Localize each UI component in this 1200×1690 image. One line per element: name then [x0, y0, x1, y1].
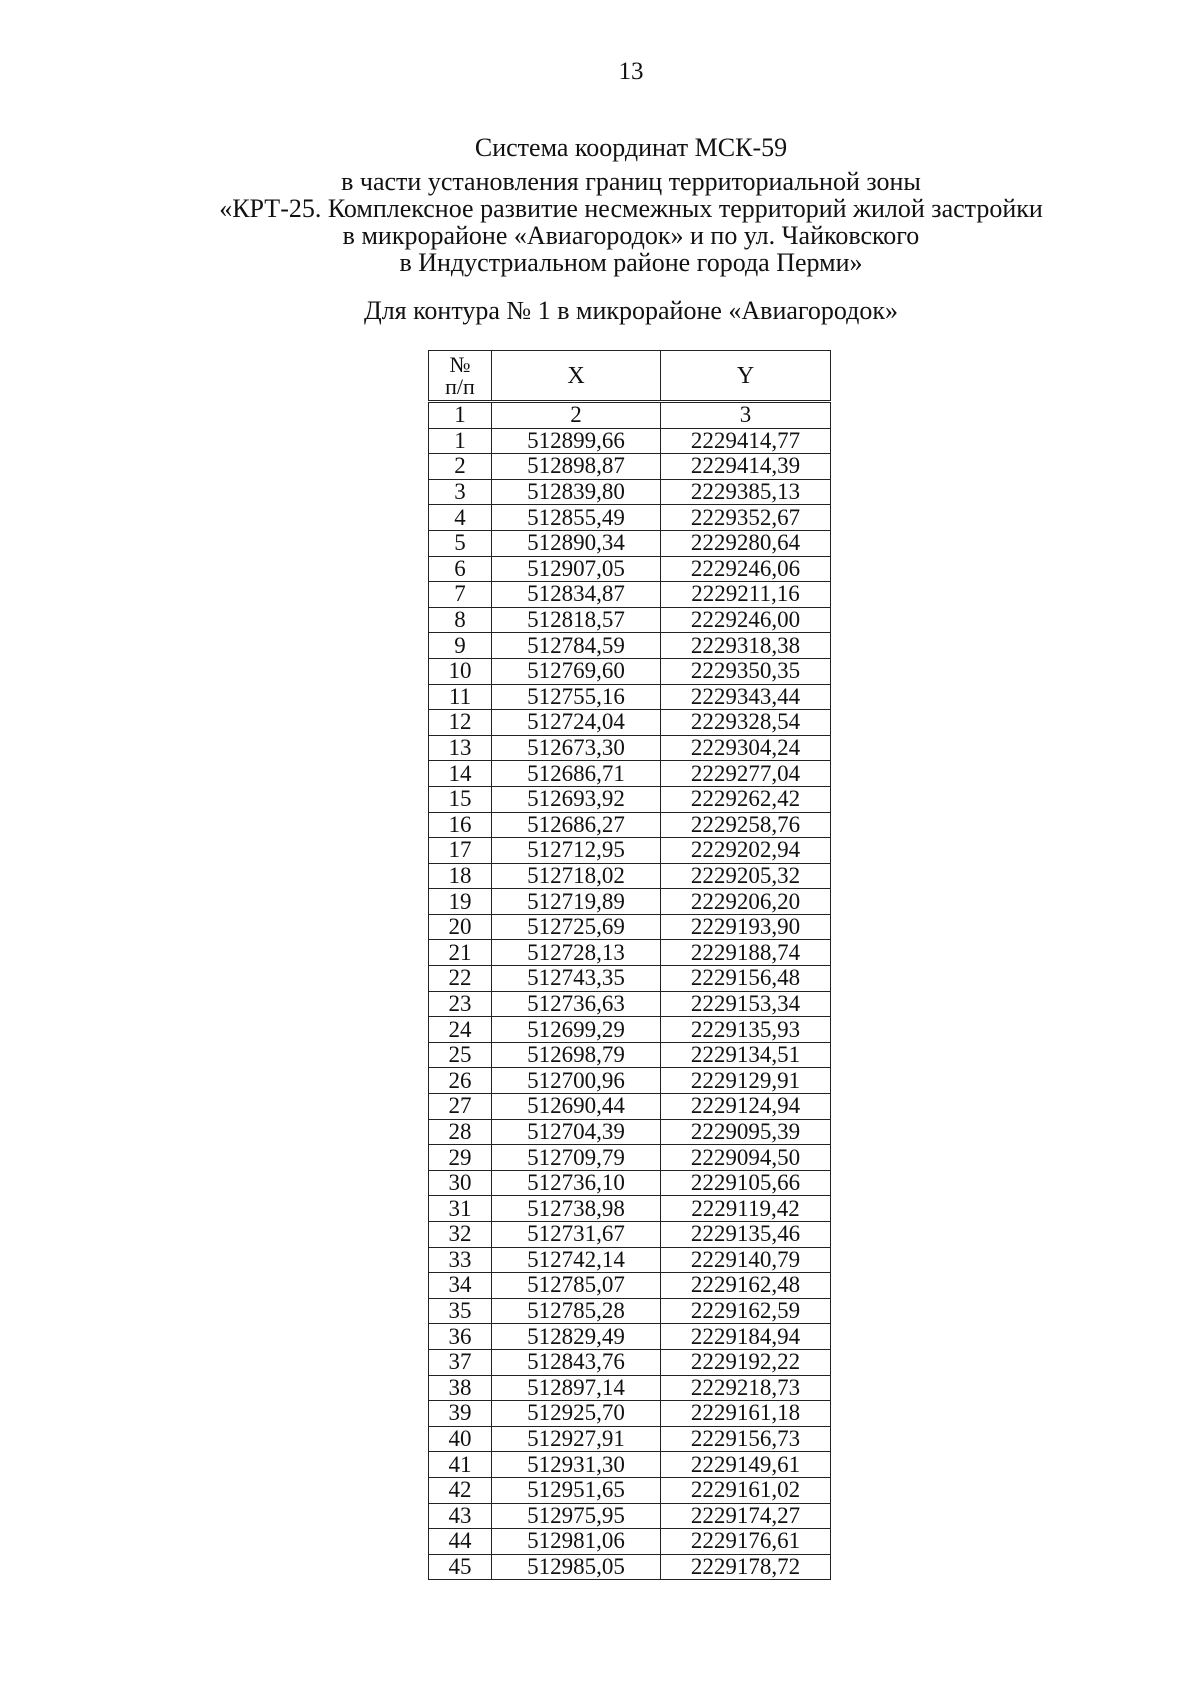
point-number-cell: 36 — [429, 1324, 492, 1350]
x-coordinate-cell: 512829,49 — [492, 1324, 661, 1350]
y-coordinate-cell: 2229414,77 — [661, 428, 831, 454]
table-row — [429, 812, 831, 838]
x-coordinate-cell: 512784,59 — [492, 633, 661, 659]
table-row — [429, 1017, 831, 1043]
table-row — [429, 1094, 831, 1120]
point-number-cell: 28 — [429, 1119, 492, 1145]
column-number-cell: 3 — [661, 402, 831, 429]
table-row — [429, 1170, 831, 1196]
y-coordinate-cell: 2229174,27 — [661, 1503, 831, 1529]
y-coordinate-cell: 2229206,20 — [661, 889, 831, 915]
y-coordinate-cell: 2229105,66 — [661, 1170, 831, 1196]
y-coordinate-cell: 2229280,64 — [661, 530, 831, 556]
x-coordinate-cell: 512673,30 — [492, 735, 661, 761]
y-coordinate-cell: 2229211,16 — [661, 582, 831, 608]
table-row — [429, 863, 831, 889]
x-coordinate-cell: 512785,28 — [492, 1298, 661, 1324]
x-coordinate-cell: 512981,06 — [492, 1529, 661, 1555]
x-coordinate-cell: 512899,66 — [492, 428, 661, 454]
x-coordinate-cell: 512693,92 — [492, 786, 661, 812]
table-row — [429, 454, 831, 480]
point-number-cell: 26 — [429, 1068, 492, 1094]
coordinates-table — [428, 350, 831, 1580]
y-coordinate-cell: 2229350,35 — [661, 658, 831, 684]
x-coordinate-cell: 512728,13 — [492, 940, 661, 966]
x-coordinate-cell: 512724,04 — [492, 710, 661, 736]
y-coordinate-cell: 2229134,51 — [661, 1042, 831, 1068]
table-row — [429, 1375, 831, 1401]
y-coordinate-cell: 2229414,39 — [661, 454, 831, 480]
y-coordinate-cell: 2229184,94 — [661, 1324, 831, 1350]
table-row — [429, 1222, 831, 1248]
y-coordinate-cell: 2229135,46 — [661, 1222, 831, 1248]
y-coordinate-cell: 2229328,54 — [661, 710, 831, 736]
y-coordinate-cell: 2229258,76 — [661, 812, 831, 838]
point-number-cell: 25 — [429, 1042, 492, 1068]
x-coordinate-cell: 512731,67 — [492, 1222, 661, 1248]
point-number-cell: 14 — [429, 761, 492, 787]
point-number-cell: 42 — [429, 1477, 492, 1503]
point-number-cell: 38 — [429, 1375, 492, 1401]
x-coordinate-cell: 512738,98 — [492, 1196, 661, 1222]
point-number-cell: 9 — [429, 633, 492, 659]
x-coordinate-cell: 512709,79 — [492, 1145, 661, 1171]
point-number-cell: 22 — [429, 966, 492, 992]
point-number-cell: 7 — [429, 582, 492, 608]
table-row — [429, 1196, 831, 1222]
table-row — [429, 1298, 831, 1324]
y-coordinate-cell: 2229140,79 — [661, 1247, 831, 1273]
point-number-cell: 5 — [429, 530, 492, 556]
point-number-cell: 15 — [429, 786, 492, 812]
x-coordinate-cell: 512698,79 — [492, 1042, 661, 1068]
table-row — [429, 1503, 831, 1529]
point-number-cell: 11 — [429, 684, 492, 710]
x-coordinate-cell: 512742,14 — [492, 1247, 661, 1273]
x-coordinate-cell: 512785,07 — [492, 1273, 661, 1299]
point-number-cell: 41 — [429, 1452, 492, 1478]
x-coordinate-cell: 512743,35 — [492, 966, 661, 992]
table-row — [429, 1349, 831, 1375]
subtitle-line: «КРТ-25. Комплексное развитие несмежных территорий жилой застройки — [219, 194, 1043, 223]
x-coordinate-cell: 512769,60 — [492, 658, 661, 684]
y-coordinate-cell: 2229124,94 — [661, 1094, 831, 1120]
table-row — [429, 684, 831, 710]
x-coordinate-cell: 512890,34 — [492, 530, 661, 556]
table-row — [429, 1145, 831, 1171]
header-y-cell: Y — [661, 351, 831, 402]
y-coordinate-cell: 2229218,73 — [661, 1375, 831, 1401]
table-row — [429, 735, 831, 761]
x-coordinate-cell: 512719,89 — [492, 889, 661, 915]
y-coordinate-cell: 2229095,39 — [661, 1119, 831, 1145]
table-row — [429, 479, 831, 505]
point-number-cell: 12 — [429, 710, 492, 736]
table-row — [429, 1247, 831, 1273]
y-coordinate-cell: 2229304,24 — [661, 735, 831, 761]
point-number-cell: 10 — [429, 658, 492, 684]
table-row — [429, 1529, 831, 1555]
y-coordinate-cell: 2229149,61 — [661, 1452, 831, 1478]
table-row — [429, 761, 831, 787]
table-row — [429, 1554, 831, 1580]
y-coordinate-cell: 2229246,00 — [661, 607, 831, 633]
point-number-cell: 17 — [429, 838, 492, 864]
y-coordinate-cell: 2229129,91 — [661, 1068, 831, 1094]
x-coordinate-cell: 512736,63 — [492, 991, 661, 1017]
table-row — [429, 1273, 831, 1299]
y-coordinate-cell: 2229153,34 — [661, 991, 831, 1017]
x-coordinate-cell: 512843,76 — [492, 1349, 661, 1375]
subtitle-line: в микрорайоне «Авиагородок» и по ул. Чайковского — [342, 221, 920, 250]
point-number-cell: 2 — [429, 454, 492, 480]
point-number-cell: 24 — [429, 1017, 492, 1043]
contour-title: Для контура № 1 в микрорайоне «Авиагородок» — [363, 296, 899, 325]
y-coordinate-cell: 2229119,42 — [661, 1196, 831, 1222]
point-number-cell: 44 — [429, 1529, 492, 1555]
table-row — [429, 607, 831, 633]
table-row — [429, 1068, 831, 1094]
point-number-cell: 29 — [429, 1145, 492, 1171]
point-number-cell: 32 — [429, 1222, 492, 1248]
x-coordinate-cell: 512985,05 — [492, 1554, 661, 1580]
table-row — [429, 1324, 831, 1350]
table-row — [429, 530, 831, 556]
point-number-cell: 4 — [429, 505, 492, 531]
table-row — [429, 786, 831, 812]
table-row — [429, 556, 831, 582]
point-number-cell: 27 — [429, 1094, 492, 1120]
y-coordinate-cell: 2229352,67 — [661, 505, 831, 531]
table-row — [429, 940, 831, 966]
point-number-cell: 35 — [429, 1298, 492, 1324]
point-number-cell: 3 — [429, 479, 492, 505]
header-number-label: п/п — [445, 373, 475, 399]
y-coordinate-cell: 2229262,42 — [661, 786, 831, 812]
point-number-cell: 43 — [429, 1503, 492, 1529]
table-row — [429, 582, 831, 608]
point-number-cell: 13 — [429, 735, 492, 761]
table-row — [429, 1426, 831, 1452]
point-number-cell: 6 — [429, 556, 492, 582]
table-row — [429, 1477, 831, 1503]
x-coordinate-cell: 512907,05 — [492, 556, 661, 582]
table-row — [429, 505, 831, 531]
table-row — [429, 838, 831, 864]
point-number-cell: 1 — [429, 428, 492, 454]
y-coordinate-cell: 2229193,90 — [661, 914, 831, 940]
x-coordinate-cell: 512839,80 — [492, 479, 661, 505]
point-number-cell: 39 — [429, 1401, 492, 1427]
column-number-cell: 2 — [492, 402, 661, 429]
x-coordinate-cell: 512755,16 — [492, 684, 661, 710]
x-coordinate-cell: 512700,96 — [492, 1068, 661, 1094]
y-coordinate-cell: 2229156,48 — [661, 966, 831, 992]
point-number-cell: 40 — [429, 1426, 492, 1452]
table-row — [429, 633, 831, 659]
y-coordinate-cell: 2229156,73 — [661, 1426, 831, 1452]
y-coordinate-cell: 2229188,74 — [661, 940, 831, 966]
point-number-cell: 33 — [429, 1247, 492, 1273]
header-number-symbol: № — [449, 351, 471, 377]
x-coordinate-cell: 512686,27 — [492, 812, 661, 838]
y-coordinate-cell: 2229205,32 — [661, 863, 831, 889]
x-coordinate-cell: 512855,49 — [492, 505, 661, 531]
table-row — [429, 428, 831, 454]
x-coordinate-cell: 512927,91 — [492, 1426, 661, 1452]
table-header-row — [429, 351, 831, 402]
point-number-cell: 30 — [429, 1170, 492, 1196]
y-coordinate-cell: 2229094,50 — [661, 1145, 831, 1171]
y-coordinate-cell: 2229385,13 — [661, 479, 831, 505]
table-row — [429, 1401, 831, 1427]
page-number: 13 — [618, 58, 644, 85]
point-number-cell: 20 — [429, 914, 492, 940]
point-number-cell: 23 — [429, 991, 492, 1017]
y-coordinate-cell: 2229162,48 — [661, 1273, 831, 1299]
x-coordinate-cell: 512712,95 — [492, 838, 661, 864]
table-row — [429, 1042, 831, 1068]
table-row — [429, 914, 831, 940]
y-coordinate-cell: 2229162,59 — [661, 1298, 831, 1324]
x-coordinate-cell: 512690,44 — [492, 1094, 661, 1120]
y-coordinate-cell: 2229277,04 — [661, 761, 831, 787]
document-title: Система координат МСК-59 — [474, 133, 788, 162]
point-number-cell: 19 — [429, 889, 492, 915]
y-coordinate-cell: 2229161,18 — [661, 1401, 831, 1427]
subtitle-line: в Индустриальном районе города Перми» — [399, 248, 863, 277]
y-coordinate-cell: 2229246,06 — [661, 556, 831, 582]
x-coordinate-cell: 512975,95 — [492, 1503, 661, 1529]
column-numbers-row — [429, 402, 831, 429]
header-x-cell: X — [492, 351, 661, 402]
y-coordinate-cell: 2229178,72 — [661, 1554, 831, 1580]
y-coordinate-cell: 2229176,61 — [661, 1529, 831, 1555]
subtitle-line: в части установления границ территориальной зоны — [341, 167, 921, 196]
x-coordinate-cell: 512736,10 — [492, 1170, 661, 1196]
y-coordinate-cell: 2229135,93 — [661, 1017, 831, 1043]
x-coordinate-cell: 512951,65 — [492, 1477, 661, 1503]
point-number-cell: 34 — [429, 1273, 492, 1299]
y-coordinate-cell: 2229192,22 — [661, 1349, 831, 1375]
point-number-cell: 45 — [429, 1554, 492, 1580]
y-coordinate-cell: 2229343,44 — [661, 684, 831, 710]
x-coordinate-cell: 512898,87 — [492, 454, 661, 480]
table-row — [429, 991, 831, 1017]
y-coordinate-cell: 2229202,94 — [661, 838, 831, 864]
point-number-cell: 18 — [429, 863, 492, 889]
column-number-cell: 1 — [429, 402, 492, 429]
table-row — [429, 1119, 831, 1145]
table-row — [429, 1452, 831, 1478]
x-coordinate-cell: 512686,71 — [492, 761, 661, 787]
y-coordinate-cell: 2229318,38 — [661, 633, 831, 659]
point-number-cell: 16 — [429, 812, 492, 838]
x-coordinate-cell: 512931,30 — [492, 1452, 661, 1478]
x-coordinate-cell: 512718,02 — [492, 863, 661, 889]
table-row — [429, 889, 831, 915]
x-coordinate-cell: 512704,39 — [492, 1119, 661, 1145]
table-row — [429, 658, 831, 684]
point-number-cell: 31 — [429, 1196, 492, 1222]
document-subtitle — [0, 168, 1200, 276]
x-coordinate-cell: 512834,87 — [492, 582, 661, 608]
table-row — [429, 710, 831, 736]
table-row — [429, 966, 831, 992]
x-coordinate-cell: 512925,70 — [492, 1401, 661, 1427]
point-number-cell: 37 — [429, 1349, 492, 1375]
x-coordinate-cell: 512699,29 — [492, 1017, 661, 1043]
y-coordinate-cell: 2229161,02 — [661, 1477, 831, 1503]
x-coordinate-cell: 512818,57 — [492, 607, 661, 633]
point-number-cell: 8 — [429, 607, 492, 633]
point-number-cell: 21 — [429, 940, 492, 966]
x-coordinate-cell: 512725,69 — [492, 914, 661, 940]
x-coordinate-cell: 512897,14 — [492, 1375, 661, 1401]
header-number-cell — [429, 351, 492, 402]
